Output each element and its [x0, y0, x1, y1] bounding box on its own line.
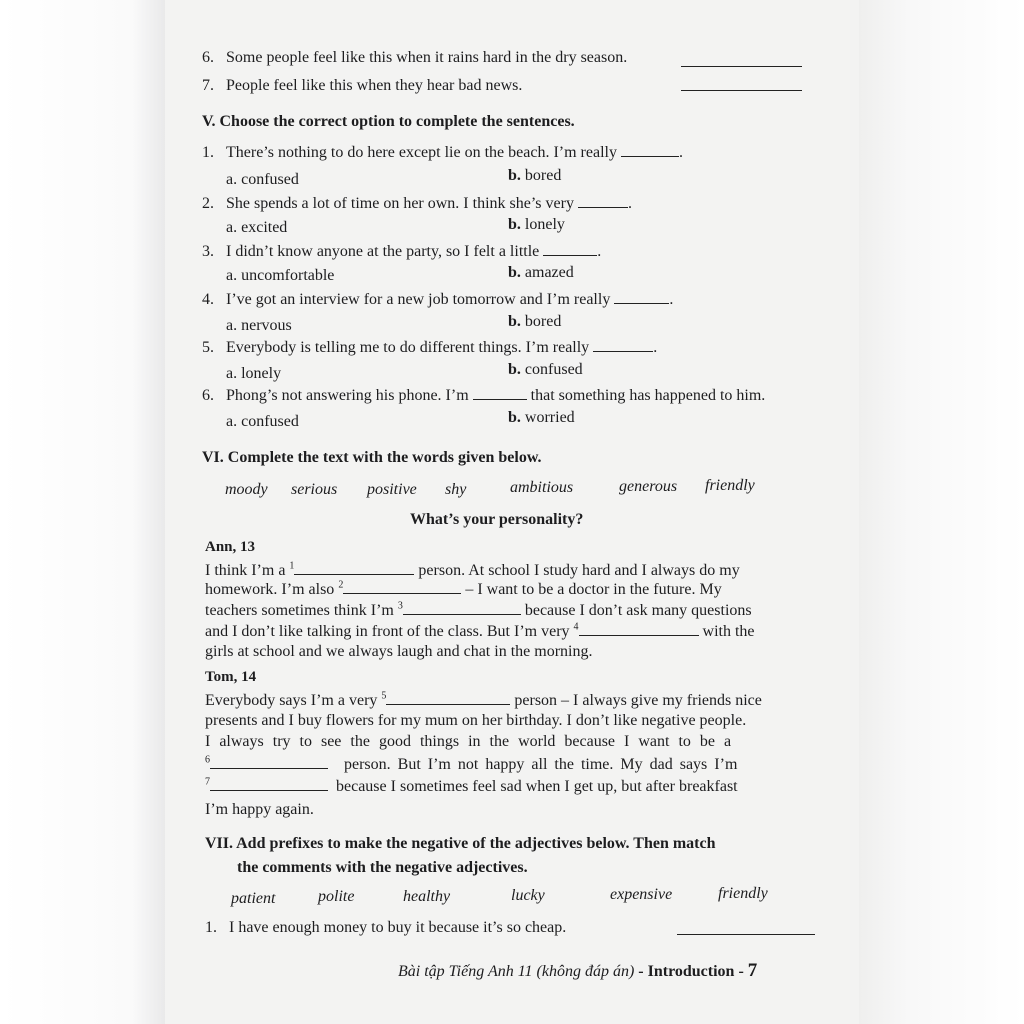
ann-line-5: girls at school and we always laugh and chat in the morning.	[205, 643, 593, 660]
sec5-item-5-b: b. confused	[508, 361, 583, 378]
tom-line-4: $^6$ person. But I’m not happy all the time. My dad says I’m	[205, 754, 738, 773]
word-expensive: expensive	[610, 886, 673, 903]
fill-blank	[403, 600, 521, 615]
answer-blank	[681, 89, 802, 91]
word-healthy: healthy	[403, 888, 451, 905]
word-serious: serious	[291, 481, 338, 498]
sec4-item-6: 6. Some people feel like this when it rains hard in the dry season.	[202, 49, 628, 66]
tom-line-1: Everybody says I’m a very $^5$ person – I always give my friends nice	[205, 690, 762, 709]
sec5-item-2-a: a. excited	[226, 219, 288, 236]
sec5-item-1: 1. There’s nothing to do here except lie on the beach. I’m really .	[202, 144, 683, 161]
fill-blank	[593, 337, 653, 352]
answer-blank	[677, 933, 815, 935]
word-ambitious: ambitious	[510, 479, 574, 496]
ann-line-2: homework. I’m also $^2$ – I want to be a doctor in the future. My	[205, 579, 722, 598]
word-patient: patient	[231, 890, 276, 907]
sec5-item-6-b: b. worried	[508, 409, 575, 426]
word-friendly: friendly	[705, 477, 755, 494]
word-positive: positive	[367, 481, 417, 498]
fill-blank	[210, 754, 328, 769]
word-generous: generous	[619, 478, 678, 495]
word-moody: moody	[225, 481, 268, 498]
sec5-item-5-a: a. lonely	[226, 365, 282, 382]
fill-blank	[294, 560, 414, 575]
text-title: What’s your personality?	[410, 511, 584, 528]
sec5-item-3-a: a. uncomfortable	[226, 267, 335, 284]
ann-line-1: I think I’m a $^1$ person. At school I study hard and I always do my	[205, 560, 740, 579]
tom-line-2: presents and I buy flowers for my mum on her birthday. I don’t like negative people.	[205, 712, 747, 729]
sec5-item-3: 3. I didn’t know anyone at the party, so I felt a little .	[202, 243, 602, 260]
word-lucky: lucky	[511, 887, 545, 904]
fill-blank	[579, 621, 699, 636]
sec5-item-5: 5. Everybody is telling me to do different things. I’m really .	[202, 339, 658, 356]
sec5-item-6-a: a. confused	[226, 413, 299, 430]
fill-blank	[386, 690, 510, 705]
fill-blank	[543, 241, 597, 256]
tom-line-6: I’m happy again.	[205, 801, 314, 818]
sec4-item-7: 7. People feel like this when they hear bad news.	[202, 77, 523, 94]
fill-blank	[210, 776, 328, 791]
fill-blank	[578, 193, 628, 208]
tom-line-5: $^7$ because I sometimes feel sad when I get up, but after breakfast	[205, 776, 738, 795]
sec5-item-2: 2. She spends a lot of time on her own. I think she’s very .	[202, 195, 632, 212]
sec5-item-4: 4. I’ve got an interview for a new job tomorrow and I’m really .	[202, 291, 674, 308]
fill-blank	[614, 289, 669, 304]
word-friendly-7: friendly	[718, 885, 768, 902]
tom-line-3: I always try to see the good things in the world because I want to be a	[205, 733, 732, 750]
sec5-item-1-a: a. confused	[226, 171, 299, 188]
tom-name: Tom, 14	[205, 669, 257, 685]
left-margin-shadow	[0, 0, 165, 1024]
sec5-item-3-b: b. amazed	[508, 264, 574, 281]
sec7-item-1: 1. I have enough money to buy it because it’s so cheap.	[205, 919, 567, 936]
section-5-heading: V. Choose the correct option to complete the sentences.	[202, 113, 575, 130]
ann-line-3: teachers sometimes think I’m $^3$ because I don’t ask many questions	[205, 600, 752, 619]
sec5-item-1-b: b. bored	[508, 167, 562, 184]
page-number: 7	[747, 960, 758, 981]
sec5-item-6: 6. Phong’s not answering his phone. I’m that something has happened to him.	[202, 387, 766, 404]
sec5-item-2-b: b. lonely	[508, 216, 565, 233]
word-polite: polite	[318, 888, 355, 905]
answer-blank	[681, 65, 802, 67]
fill-blank	[343, 579, 461, 594]
ann-line-4: and I don’t like talking in front of the class. But I’m very $^4$ with the	[205, 621, 755, 640]
word-shy: shy	[445, 481, 467, 498]
right-margin-shadow	[859, 0, 1024, 1024]
sec5-item-4-b: b. bored	[508, 313, 562, 330]
section-6-heading: VI. Complete the text with the words given below.	[202, 449, 542, 466]
fill-blank	[621, 142, 679, 157]
page-footer: Bài tập Tiếng Anh 11 (không đáp án) - Introduction - 7	[398, 960, 758, 981]
sec5-item-4-a: a. nervous	[226, 317, 292, 334]
worksheet	[165, 0, 859, 1024]
section-7-heading-line-1: VII. Add prefixes to make the negative of the adjectives below. Then match	[205, 835, 716, 852]
section-7-heading-line-2: the comments with the negative adjectives.	[237, 859, 528, 876]
ann-name: Ann, 13	[205, 539, 256, 555]
fill-blank	[473, 385, 527, 400]
